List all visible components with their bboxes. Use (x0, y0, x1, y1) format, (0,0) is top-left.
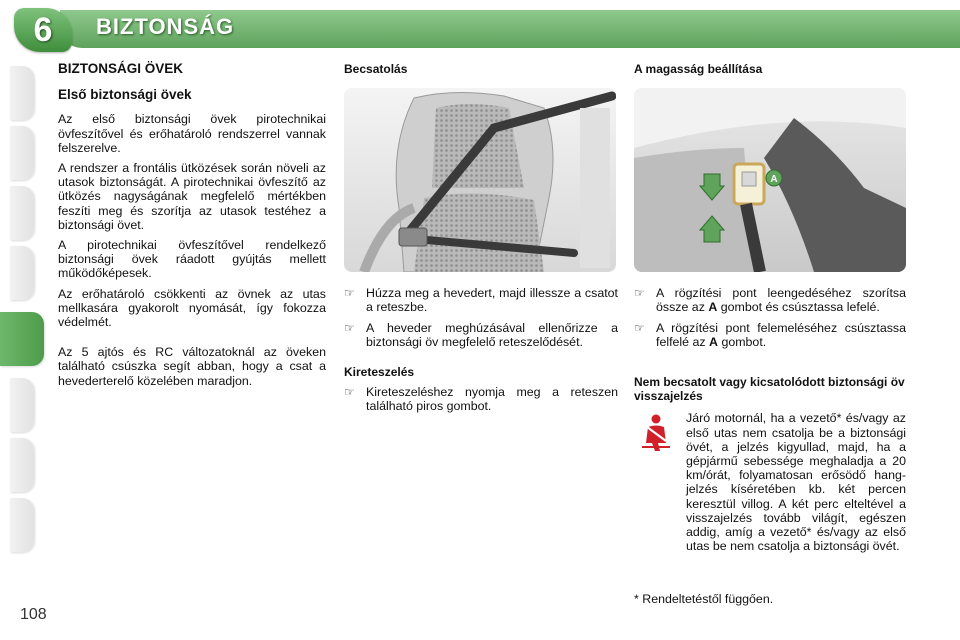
pointing-hand-icon: ☞ (344, 385, 355, 400)
label-a: A (770, 174, 778, 186)
warning-text: Járó motornál, ha a vezető* és/vagy az első utas nem csatolja be a biztonsági övét, a jelzés kigyullad, majd, ha a gépjármű sebessége meghaladja a 20 km/órát, folyamatosan erősödő hangjelzés kíséretében kb. két percen keresztül villog. A két perc elteltével a visszajelzés tovább világít, egészen addig, amíg a vezető* és/vagy az első utas be nem csatolja a biztonsági övét. (686, 411, 906, 554)
bullet-text: A rögzítési pont leengedéséhez szorítsa össze az A gombot és csúsztassa lefelé. (656, 286, 906, 315)
bullet-text: Húzza meg a hevedert, majd illessze a csatot a reteszbe. (366, 286, 618, 315)
chapter-number: 6 (33, 11, 53, 49)
page-number: 108 (20, 606, 47, 623)
paragraph: Az első biztonsági övek pirotechnikai övfeszítővel és erőhatároló rendszerrel vannak felszerelve. (58, 112, 326, 155)
side-tab-active[interactable] (0, 312, 44, 366)
height-adjust-heading: A magasság beállítása (634, 62, 763, 76)
height-adjust-image (634, 88, 906, 272)
side-tab-7[interactable] (10, 438, 34, 492)
instruction-bullet (634, 286, 906, 314)
pointing-hand-icon: ☞ (634, 286, 645, 301)
side-tab-3[interactable] (10, 186, 34, 240)
column-left (58, 62, 326, 394)
instruction-bullet (344, 385, 618, 413)
side-tab-4[interactable] (10, 246, 34, 300)
column-middle (344, 62, 618, 420)
fastening-heading: Becsatolás (344, 62, 408, 76)
paragraph: Az erőhatároló csökkenti az övnek az utas mellkasára gyakorolt nyomását, így fokozza védelmét. (58, 286, 326, 330)
section-heading: BIZTONSÁGI ÖVEK (58, 61, 184, 76)
paragraph: A pirotechnikai övfeszítővel rendelkező biztonsági övek ráadott gyújtás mellett működőképesek. (58, 238, 326, 281)
seatbelt-warning-icon (636, 413, 676, 453)
chapter-title: BIZTONSÁG (96, 14, 235, 39)
pointing-hand-icon: ☞ (634, 320, 645, 335)
paragraph: Az 5 ajtós és RC változatoknál az öveken található csúszka segít abban, hogy a csat a hevederterelő közelében maradjon. (58, 345, 326, 388)
instruction-bullet (344, 321, 618, 349)
instruction-bullet (634, 321, 906, 349)
side-tab-8[interactable] (10, 498, 34, 552)
side-tab-1[interactable] (10, 66, 34, 120)
side-tab-6[interactable] (10, 378, 34, 432)
warning-heading: Nem becsatolt vagy kicsatolódott biztonsági öv visszajelzés (634, 375, 905, 404)
bullet-text: A rögzítési pont felemeléséhez csúsztassa felfelé az A gombot. (656, 320, 906, 349)
pointing-hand-icon: ☞ (344, 286, 355, 301)
seat-illustration (344, 88, 616, 272)
seat-belt-image (344, 88, 616, 272)
pointing-hand-icon: ☞ (344, 320, 355, 335)
bullet-text: Kireteszeléshez nyomja meg a reteszen található piros gombot. (366, 385, 618, 414)
side-tab-2[interactable] (10, 126, 34, 180)
header-bar (0, 0, 960, 56)
warning-block (634, 411, 906, 553)
instruction-bullet (344, 286, 618, 314)
bullet-text: A heveder meghúzásával ellenőrizze a biztonsági öv megfelelő reteszelődését. (366, 320, 618, 349)
anchor-illustration (634, 88, 906, 272)
column-right (634, 62, 906, 553)
unfastening-heading: Kireteszelés (344, 365, 415, 380)
footnote: * Rendeltetéstől függően. (634, 592, 774, 606)
subsection-heading: Első biztonsági övek (58, 87, 192, 103)
paragraph: A rendszer a frontális ütközések során növeli az utasok biztonságát. A pirotechnikai övfeszítő az ütközés nagyságának megfelelő mértékben feszíti meg és szorítja az utasok testéhez a biztonsági övet. (58, 161, 326, 232)
